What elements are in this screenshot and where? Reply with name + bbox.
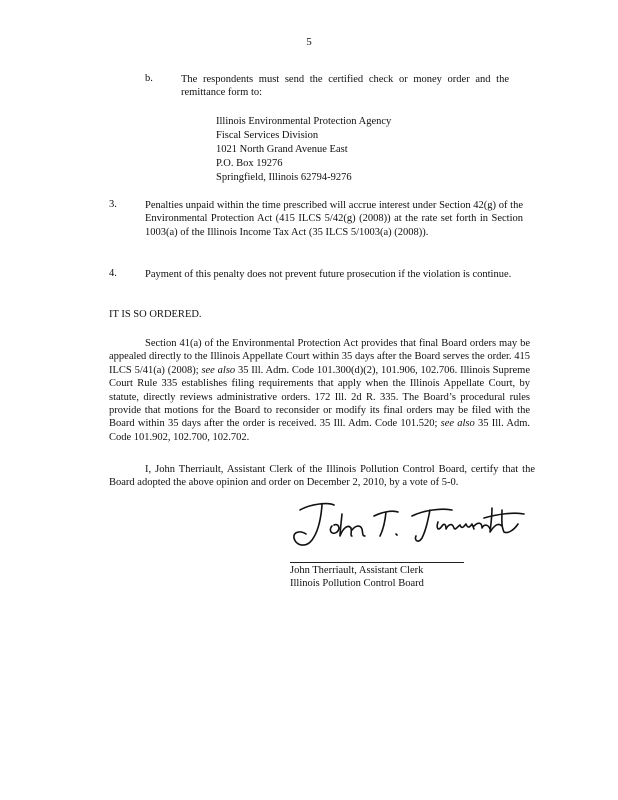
appeal-text-part3: 35 Ill. Adm. Code 101.902, 102.700, 102.702. [109, 418, 530, 443]
item-3-marker: 3. [109, 199, 117, 210]
appeal-text-part1: Section 41(a) of the Environmental Protection Act provides that final Board orders may be appealed directly to the Illinois Appellate Court within 35 days after the Board serves the order. 415 ILCS 5/41(a) (2008); [109, 338, 530, 376]
address-line-po-box: P.O. Box 19276 [216, 158, 283, 169]
order-statement: IT IS SO ORDERED. [109, 309, 202, 320]
item-4-marker: 4. [109, 268, 117, 279]
signature-name-title: John Therriault, Assistant Clerk [290, 565, 424, 576]
certification-paragraph: I, John Therriault, Assistant Clerk of the Illinois Pollution Control Board, certify that the Board adopted the above opinion and order on December 2, 2010, by a vote of 5-0. [109, 464, 535, 489]
signature-line [290, 562, 464, 563]
address-line-agency: Illinois Environmental Protection Agency [216, 116, 392, 127]
address-line-division: Fiscal Services Division [216, 130, 319, 141]
appeal-text-part2: 35 Ill. Adm. Code 101.300(d)(2), 101.906, 102.706. Illinois Supreme Court Rule 335 establishes filing requirements that apply when the Illinois Appellate Court, by statute, directly reviews administrative orders. 172 Ill. 2d R. 335. The Board’s procedural rules provide that motions for the Board to reconsider or modify its final orders may be filed with the Board within 35 days after the order is received. 35 Ill. Adm. Code 101.520; [109, 364, 530, 430]
page-number: 5 [306, 36, 312, 48]
item-b-marker: b. [145, 73, 153, 84]
address-line-street: 1021 North Grand Avenue East [216, 144, 348, 155]
appeal-paragraph [109, 337, 530, 444]
handwritten-signature [288, 496, 528, 556]
signature-organization: Illinois Pollution Control Board [290, 578, 424, 589]
see-also-italic-1: see also [201, 364, 236, 376]
item-3-text: Penalties unpaid within the time prescribed will accrue interest under Section 42(g) of the Environmental Protection Act (415 ILCS 5/42(g) (2008)) at the rate set forth in Section 1003(a) of the Illinois Income Tax Act (35 ILCS 5/1003(a) (2008)). [145, 200, 523, 238]
address-line-city: Springfield, Illinois 62794-9276 [216, 172, 352, 183]
item-4-text: Payment of this penalty does not prevent future prosecution if the violation is continue. [145, 269, 512, 280]
see-also-italic-2: see also [440, 418, 475, 430]
item-b-text: The respondents must send the certified check or money order and the remittance form to: [181, 74, 509, 99]
